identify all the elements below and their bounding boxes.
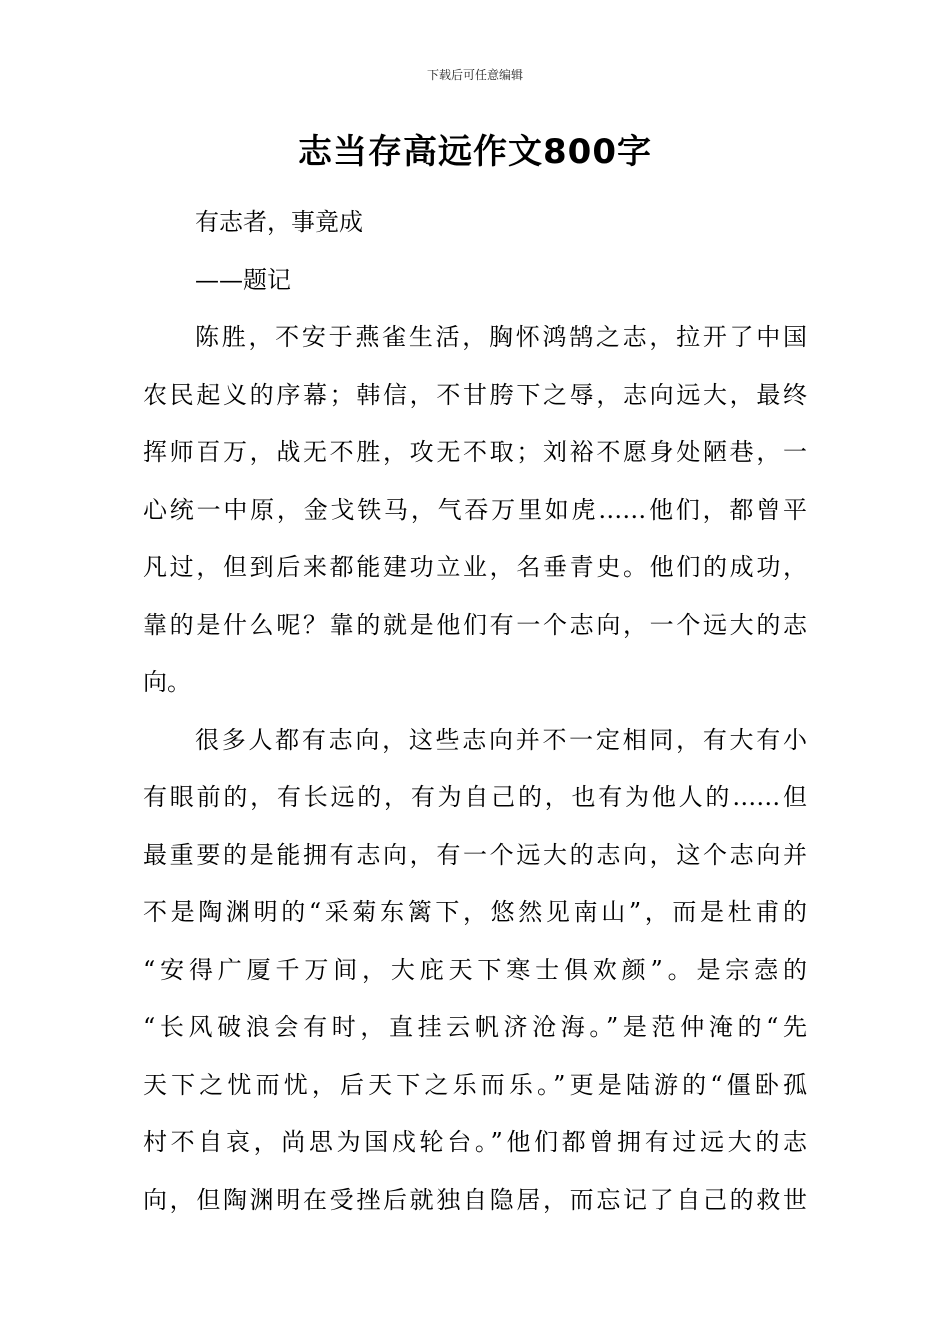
paragraph-2	[143, 712, 807, 1230]
paragraph-line: 向，但陶渊明在受挫后就独自隐居，而忘记了自己的救世	[143, 1185, 807, 1214]
paragraph-line: 有眼前的，有长远的，有为自己的，也有为他人的……但	[143, 783, 807, 811]
document-body	[143, 194, 807, 1229]
paragraph-line: 很多人都有志向，这些志向并不一定相同，有大有小	[195, 725, 807, 754]
paragraph-line: 心统一中原，金戈铁马，气吞万里如虎……他们，都曾平	[143, 495, 807, 524]
paragraph-line: 天下之忧而忧，后天下之乐而乐。”更是陆游的“僵卧孤	[143, 1070, 807, 1099]
paragraph-line: 向。	[143, 668, 191, 696]
paragraph-line: 村不自哀，尚思为国戍轮台。”他们都曾拥有过远大的志	[143, 1128, 807, 1156]
paragraph-line: 农民起义的序幕；韩信，不甘胯下之辱，志向远大，最终	[143, 380, 807, 409]
paragraph-line: 陈胜，不安于燕雀生活，胸怀鸿鹄之志，拉开了中国	[195, 323, 807, 351]
epigraph-source: ——题记	[195, 265, 291, 294]
paragraph-line: 不是陶渊明的“采菊东篱下，悠然见南山”，而是杜甫的	[143, 898, 807, 926]
epigraph-quote: 有志者，事竟成	[195, 208, 363, 236]
paragraph-line: “安得广厦千万间，大庇天下寒士俱欢颜”。是宗悫的	[143, 955, 807, 984]
document-title: 志当存高远作文800字	[298, 132, 652, 172]
page-header-note: 下载后可任意编辑	[426, 68, 523, 82]
paragraph-line: 凡过，但到后来都能建功立业，名垂青史。他们的成功，	[143, 553, 807, 581]
paragraph-line: 挥师百万，战无不胜，攻无不取；刘裕不愿身处陋巷，一	[143, 438, 807, 466]
paragraph-1	[143, 309, 807, 712]
paragraph-line: 最重要的是能拥有志向，有一个远大的志向，这个志向并	[143, 840, 807, 869]
paragraph-line: 靠的是什么呢？靠的就是他们有一个志向，一个远大的志	[143, 610, 807, 639]
paragraph-line: “长风破浪会有时，直挂云帆济沧海。”是范仲淹的“先	[143, 1013, 807, 1041]
